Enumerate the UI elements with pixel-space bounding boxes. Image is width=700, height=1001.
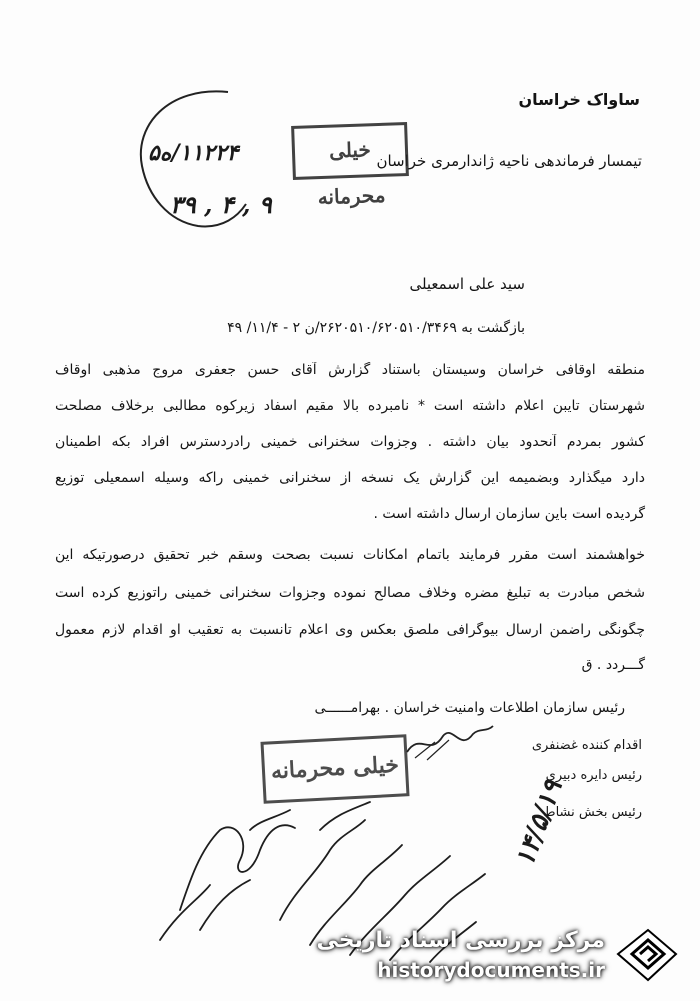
paragraph2-line: شخص مبادرت به تبلیغ مضره وخلاف مصالح نموده وجزوات سخنرانی خمینی راتوزیع کرده است	[55, 585, 645, 601]
handwritten-date-note: ۱۴/۵/۱۹	[510, 776, 569, 871]
subject-name: سید علی اسمعیلی	[409, 275, 525, 293]
signature-title: رئیس سازمان اطلاعات وامنیت خراسان . بهرامــــــی	[314, 700, 625, 716]
signature-scribble	[405, 722, 495, 762]
paragraph1-line: شهرستان تایبن اعلام داشته است * نامبرده بالا مقیم اسفاد زیرکوه مطالبی برخلاف مصلحت	[55, 398, 645, 414]
recipient-line: تیمسار فرماندهی ناحیه ژاندارمری خراسان	[376, 152, 642, 170]
archive-watermark	[316, 920, 690, 990]
archive-logo-icon	[612, 924, 682, 986]
paragraph2-last-line: گـــردد . ق	[581, 657, 645, 673]
paragraph1-line: دارد میگذارد وبضمیمه این گزارش یک نسخه از سخنرانی خمینی راکه وسیله اسمعیلی توزیع	[55, 470, 645, 486]
paragraph1-last-line: گردیده است باین سازمان ارسال داشته است .	[373, 506, 645, 522]
confidential-stamp-bottom: خیلی محرمانه	[260, 734, 409, 804]
routing-department-head: رئیس دایره دبیری	[545, 768, 642, 783]
routing-action-by: اقدام کننده غضنفری	[531, 738, 642, 753]
confidential-stamp-top: خیلی محرمانه	[291, 122, 409, 180]
handwritten-number: ۱۱۲۲۴/ه۵	[148, 140, 239, 166]
agency-heading: ساواک خراسان	[518, 90, 640, 109]
paragraph2-line: خواهشمند است مقرر فرمایند باتمام امکانات نسبت بصحت وسقم خبر تحقیق درصورتیکه این	[55, 547, 645, 563]
handwritten-date: ۹ , ۴ , ۳۹	[170, 190, 272, 219]
paragraph2-line: چگونگی راضمن ارسال بیوگرافی ملصق بعکس وی اعلام تانسبت به تعقیب او اقدام لازم معمول	[55, 622, 645, 638]
paragraph1-line: منطقه اوقافی خراسان وسیستان باستناد گزارش آقای حسن جعفری مروج مذهبی اوقاف	[55, 362, 645, 378]
routing-section-head: رئیس بخش نشاط	[543, 805, 642, 820]
paragraph1-line: کشور بمردم آنحدود بیان داشته . وجزوات سخنرانی خمینی رادردسترس افراد بکه اطمینان	[55, 434, 645, 450]
watermark-title: مرکز بررسی اسناد تاریخی	[316, 928, 605, 953]
reference-line: بازگشت به ۲۶۲۰۵۱۰/۶۲۰۵۱۰/۳۴۶۹/ن ۲ - ۱۱/۴/ ۴۹	[227, 320, 525, 336]
watermark-url: historydocuments.ir	[377, 958, 605, 982]
